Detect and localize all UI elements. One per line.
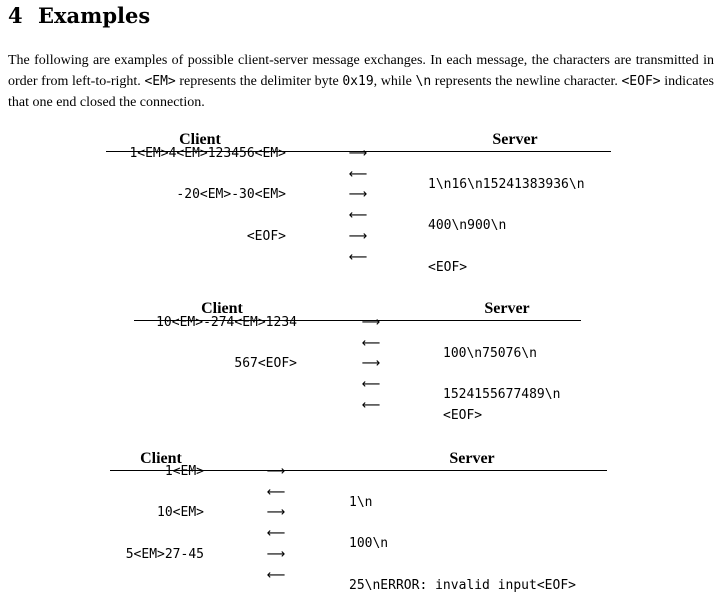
server-header: Server bbox=[484, 300, 530, 317]
intro-text: , while bbox=[373, 74, 416, 89]
right-arrow-icon: ⟶ bbox=[361, 315, 381, 330]
intro-text: represents the delimiter byte bbox=[175, 74, 343, 89]
server-message: <EOF> bbox=[428, 259, 468, 275]
intro-text: The following are examples of possible client-server message exchanges. In each message, the characters are transmitted in order from left-to-right. bbox=[8, 53, 714, 89]
client-header: Client bbox=[179, 131, 221, 148]
left-arrow-icon: ⟵ bbox=[348, 208, 368, 224]
client-message: 10<EM>-274<EM>1234 bbox=[156, 315, 297, 330]
intro-text: indicates that one end closed the connection. bbox=[8, 74, 715, 110]
section-title: Examples bbox=[38, 3, 151, 28]
server-message: 100\n75076\n bbox=[443, 345, 537, 361]
left-arrow-icon: ⟵ bbox=[348, 166, 368, 182]
client-message: <EOF> bbox=[246, 228, 286, 244]
client-header: Client bbox=[140, 450, 182, 467]
right-arrow-icon: ⟶ bbox=[348, 228, 368, 244]
left-arrow-icon: ⟵ bbox=[361, 335, 381, 351]
intro-em-token: <EM> bbox=[144, 74, 176, 89]
intro-text: represents the newline character. bbox=[431, 74, 622, 89]
intro-newline-token: \n bbox=[415, 74, 432, 89]
client-header: Client bbox=[201, 300, 243, 317]
left-arrow-icon: ⟵ bbox=[348, 249, 368, 265]
left-arrow-icon: ⟵ bbox=[361, 377, 381, 393]
server-message: 1\n16\n15241383936\n bbox=[428, 176, 585, 192]
client-message: 567<EOF> bbox=[234, 356, 297, 372]
right-arrow-icon: ⟶ bbox=[266, 505, 286, 521]
client-message: 10<EM> bbox=[157, 505, 204, 521]
left-arrow-icon: ⟵ bbox=[266, 567, 286, 583]
server-message: 100\n bbox=[349, 536, 389, 552]
client-message: 1<EM> bbox=[164, 464, 204, 479]
section-heading bbox=[8, 3, 150, 28]
left-arrow-icon: ⟵ bbox=[266, 526, 286, 542]
left-arrow-icon: ⟵ bbox=[266, 484, 286, 500]
client-message: 5<EM>27-45 bbox=[125, 546, 204, 562]
server-message: 1524155677489\n bbox=[443, 387, 561, 403]
right-arrow-icon: ⟶ bbox=[266, 464, 286, 479]
right-arrow-icon: ⟶ bbox=[361, 356, 381, 372]
server-message: <EOF> bbox=[443, 407, 483, 423]
client-message: -20<EM>-30<EM> bbox=[176, 187, 286, 203]
intro-eof-token: <EOF> bbox=[621, 74, 661, 89]
client-message: 1<EM>4<EM>123456<EM> bbox=[129, 146, 286, 161]
server-message: 1\n bbox=[349, 494, 373, 510]
left-arrow-icon: ⟵ bbox=[361, 397, 381, 413]
right-arrow-icon: ⟶ bbox=[266, 546, 286, 562]
right-arrow-icon: ⟶ bbox=[348, 146, 368, 161]
server-header: Server bbox=[449, 450, 495, 467]
server-message: 400\n900\n bbox=[428, 218, 507, 234]
server-message: 25\nERROR: invalid input<EOF> bbox=[349, 577, 576, 593]
server-header: Server bbox=[492, 131, 538, 148]
right-arrow-icon: ⟶ bbox=[348, 187, 368, 203]
section-number: 4 bbox=[8, 3, 23, 28]
intro-byte-token: 0x19 bbox=[342, 74, 374, 89]
intro-paragraph bbox=[8, 50, 714, 113]
